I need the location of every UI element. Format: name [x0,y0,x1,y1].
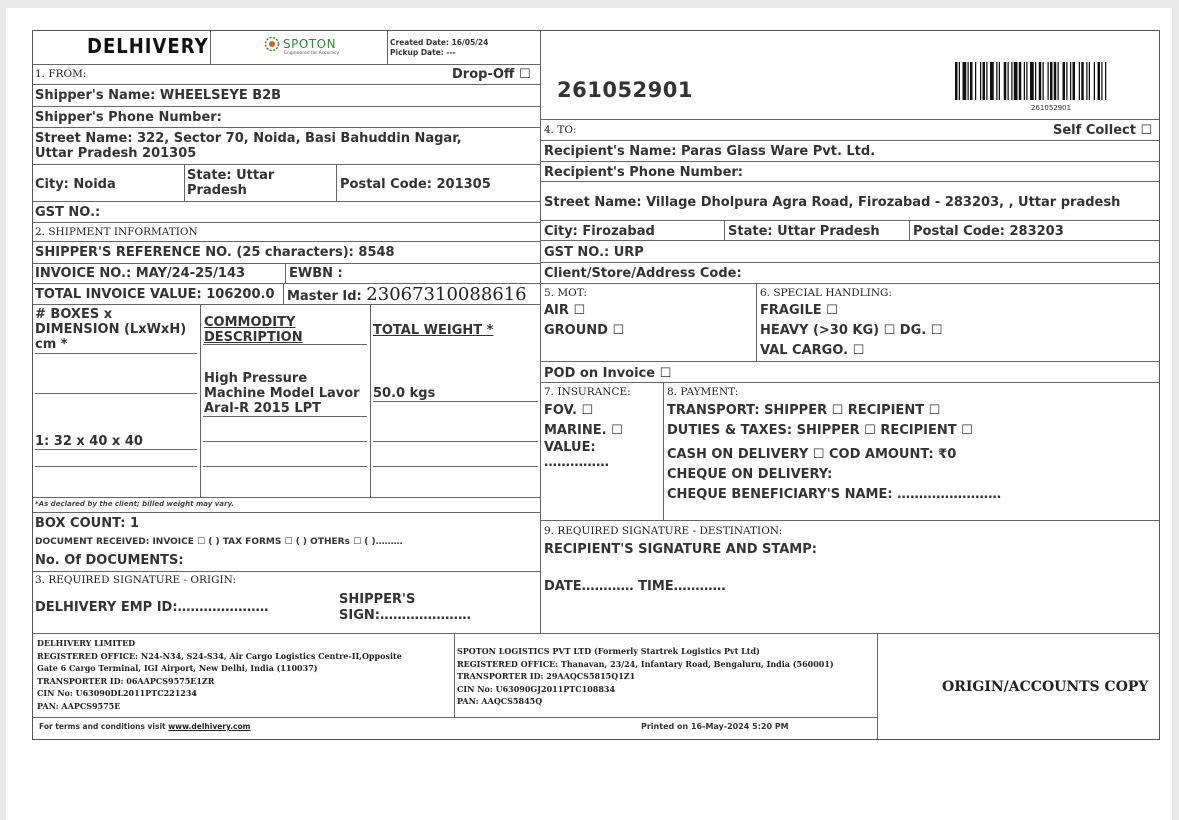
fov-option[interactable] [544,403,593,418]
line [35,449,197,450]
line [33,571,540,572]
shipper-state: State: Uttar Pradesh [187,168,275,198]
barcode-bar [1098,62,1101,100]
box-count: BOX COUNT: 1 [35,516,139,531]
recipient-gst: GST NO.: URP [544,245,644,260]
footer-line: REGISTERED OFFICE: Thanavan, 23/24, Infantary Road, Bengaluru, India (560001) [457,658,834,669]
printed-timestamp: Printed on 16-May-2024 5:20 PM [641,722,789,731]
commodity-description: High Pressure Machine Model Lavor Aral-R 2015 LPT [204,371,360,416]
weight-column-header: TOTAL WEIGHT * [373,323,494,338]
pod-label: POD on Invoice [544,366,656,381]
line [285,263,286,283]
mot-section-title: 5. MOT: [544,287,587,299]
ewbn: EWBN : [289,266,343,281]
barcode-bar [1054,62,1057,100]
line [33,127,540,128]
spoton-logo-icon [264,36,280,56]
payment-duties-taxes[interactable]: DUTIES & TAXES: SHIPPER ☐ RECIPIENT ☐ [667,423,973,438]
delhivery-company-info [37,637,402,712]
fragile-label: FRAGILE [760,303,822,318]
line [540,119,1159,120]
barcode-bar [1094,62,1095,100]
line [540,140,1159,141]
awb-number: 261052901 [557,78,694,102]
heavy-label: HEAVY (>30 KG) [760,323,880,338]
barcode-bar [1073,62,1076,100]
barcode-bar [975,62,976,100]
barcode-bar [1105,62,1106,100]
origin-signature-title: 3. REQUIRED SIGNATURE - ORIGIN: [35,574,236,586]
fragile-option[interactable] [760,303,838,318]
dropoff-label: Drop-Off [452,67,515,82]
master-id [287,284,527,305]
shipper-city: City: Noida [35,177,116,192]
line [877,633,878,739]
total-weight: 50.0 kgs [373,386,436,401]
spoton-company-info [457,645,834,708]
line [373,441,538,442]
line [373,466,538,467]
self-collect-option[interactable] [1053,123,1152,138]
barcode-text: 261052901 [1031,104,1072,112]
barcode-bar [1101,62,1102,100]
barcode-bar [959,62,960,100]
val-cargo-option[interactable] [760,343,864,358]
delhivery-logo: DELHIVERY [87,34,209,59]
line [33,263,540,264]
line [283,283,284,304]
shipper-sign-label: SHIPPER'S [339,592,416,607]
line [33,512,540,513]
footer-line: PAN: AAPCS9575E [37,700,121,711]
line [540,283,1159,284]
barcode-bar [983,62,986,100]
footer-line: DELHIVERY LIMITED [37,638,136,648]
recipient-city: City: Firozabad [544,224,655,239]
barcode-bar [1039,62,1042,100]
footer-line: CIN No: U63090GJ2011PTC108834 [457,683,616,694]
footer-line: Gate 6 Cargo Terminal, IGI Airport, New Delhi, India (110037) [37,663,318,673]
line [540,181,1159,182]
barcode-bar [1026,62,1027,100]
line [35,393,197,394]
master-id-label: Master Id: [287,289,362,304]
barcode-bar [1035,62,1036,100]
recipient-phone: Recipient's Phone Number: [544,165,744,180]
barcode-bar [990,62,994,100]
recipient-name: Recipient's Name: Paras Glass Ware Pvt. Ltd. [544,144,876,159]
spoton-tagline: Engineered for Accuracy [284,51,340,56]
commodity-column-header: COMMODITY DESCRIPTION [204,315,303,345]
line [203,344,367,345]
barcode-bar [970,62,973,100]
dg-label: DG. [899,323,927,338]
line [33,497,540,498]
footer-line: SPOTON LOGISTICS PVT LTD (Formerly Startrek Logistics Pvt Ltd) [457,646,760,656]
shipper-name: Shipper's Name: WHEELSEYE B2B [35,88,282,103]
line [33,106,540,107]
line [200,304,201,497]
barcode-bar [1014,62,1018,100]
self-collect-label: Self Collect [1053,123,1136,138]
payment-section-title: 8. PAYMENT: [667,386,739,398]
to-section-title: 4. TO: [544,124,577,136]
pickup-date: Pickup Date: --- [390,48,456,57]
line [33,164,540,165]
center-divider [540,31,541,633]
footer-line: TRANSPORTER ID: 29AAQCS5815Q1Z1 [457,671,636,681]
barcode-bar [1048,62,1049,100]
fov-checkbox[interactable]: ☐ [581,403,594,418]
declared-note: *As declared by the client; billed weight may vary. [35,500,235,508]
master-id-value: 23067310088616 [366,284,527,305]
line [724,220,725,240]
line [540,220,1159,221]
barcode-bar [1063,62,1066,100]
shipper-reference: SHIPPER'S REFERENCE NO. (25 characters): 8548 [35,245,395,260]
total-invoice-value: TOTAL INVOICE VALUE: 106200.0 [35,287,275,302]
line [373,401,538,402]
box-dimensions: 1: 32 x 40 x 40 [35,434,143,449]
barcode-bar [1050,62,1053,100]
barcode-bar [1086,62,1087,100]
mot-ground-option[interactable] [544,323,624,338]
shipper-phone: Shipper's Phone Number: [35,110,222,125]
barcode-bar [1011,62,1012,100]
client-address-code: Client/Store/Address Code: [544,266,742,281]
mot-ground-label: GROUND [544,323,608,338]
barcode-bar [1030,62,1034,100]
line [184,164,185,201]
terms-link[interactable]: www.delhivery.com [168,722,251,731]
logo-divider-1 [210,31,211,64]
shipper-gst: GST NO.: [35,205,101,220]
line [203,441,367,442]
recipient-postal: Postal Code: 283203 [913,224,1064,239]
recipient-state: State: Uttar Pradesh [728,224,880,239]
barcode [955,62,1152,104]
barcode-bar [999,62,1000,100]
barcode-bar [1070,62,1071,100]
insurance-value-dots: …………… [544,455,609,470]
line [454,633,455,717]
cheque-beneficiary: CHEQUE BENEFICIARY'S NAME: …………………… [667,487,1002,502]
logo-divider-2 [387,31,388,64]
line [540,382,1159,383]
terms-notice [39,722,250,731]
destination-signature-title: 9. REQUIRED SIGNATURE - DESTINATION: [544,525,783,537]
line [33,222,540,223]
barcode-bar [1066,62,1067,100]
footer-line: CIN No: U63090DL2011PTC221234 [37,688,197,698]
barcode-bar [1089,62,1090,100]
barcode-bar [980,62,981,100]
heavy-checkbox[interactable]: ☐ [883,323,896,338]
barcode-bar [1004,62,1007,100]
barcode-bar [963,62,967,100]
pod-checkbox[interactable]: ☐ [659,366,672,381]
created-date: Created Date: 16/05/24 [390,38,489,47]
number-of-documents: No. Of DOCUMENTS: [35,553,184,568]
shipper-sign-line: SIGN:………………… [339,608,471,623]
line [35,353,197,354]
line [540,520,1159,521]
recipient-signature-stamp: RECIPIENT'S SIGNATURE AND STAMP: [544,542,817,557]
recipient-street: Street Name: Village Dholpura Agra Road, Firozabad - 283203, , Uttar pradesh [544,195,1121,210]
invoice-number: INVOICE NO.: MAY/24-25/143 [35,266,246,281]
shipper-postal: Postal Code: 201305 [340,177,491,192]
self-collect-checkbox[interactable]: ☐ [1140,123,1153,138]
shipper-street: Street Name: 322, Sector 70, Noida, Basi Bahuddin Nagar, Uttar Pradesh 201305 [35,131,462,161]
footer-top-line [33,633,1159,634]
fov-label: FOV. [544,403,577,418]
mot-air-label: AIR [544,303,569,318]
line [663,382,664,520]
barcode-bar [968,62,969,100]
line [33,717,877,718]
payment-transport[interactable]: TRANSPORT: SHIPPER ☐ RECIPIENT ☐ [667,403,941,418]
spoton-logo: SPOTON [283,37,337,51]
dg-checkbox[interactable]: ☐ [930,323,943,338]
barcode-bar [986,62,987,100]
line [33,241,540,242]
line [336,164,337,201]
boxes-column-header: # BOXES x DIMENSION (LxWxH) cm * [35,307,187,352]
insurance-value: VALUE: [544,440,596,455]
date-time: DATE………… TIME………… [544,579,726,594]
terms-prefix: For terms and conditions visit [39,722,166,731]
pod-on-invoice-option[interactable] [544,366,671,381]
dropoff-option[interactable] [452,67,531,82]
barcode-bar [1024,62,1025,100]
line [540,361,1159,362]
fragile-checkbox[interactable]: ☐ [826,303,838,318]
shipping-label [32,30,1160,740]
cheque-on-delivery: CHEQUE ON DELIVERY: [667,467,833,482]
insurance-section-title: 7. INSURANCE: [544,386,631,398]
line [909,220,910,240]
mot-ground-checkbox[interactable]: ☐ [612,323,625,338]
barcode-bar [996,62,997,100]
line [203,416,367,417]
heavy-dg-options[interactable] [760,323,942,338]
payment-cod[interactable]: CASH ON DELIVERY ☐ COD AMOUNT: ₹0 [667,447,957,462]
line [540,262,1159,263]
barcode-bar [1079,62,1080,100]
barcode-bar [1058,62,1059,100]
line [756,283,757,361]
shipment-section-title: 2. SHIPMENT INFORMATION [35,226,198,238]
barcode-bar [1019,62,1022,100]
special-handling-title: 6. SPECIAL HANDLING: [760,287,892,299]
line [370,304,371,497]
marine-option[interactable] [544,423,623,438]
barcode-bar [1008,62,1009,100]
mot-air-option[interactable] [544,303,585,318]
footer-line: PAN: AAQCS5845Q [457,696,543,706]
copy-label: ORIGIN/ACCOUNTS COPY [942,679,1149,695]
line [33,304,540,305]
line [33,64,540,65]
page [6,8,1172,820]
val-cargo-label: VAL CARGO. [760,343,849,358]
line [35,466,197,467]
line [33,84,540,85]
val-cargo-checkbox[interactable]: ☐ [852,343,865,358]
marine-label: MARINE. [544,423,607,438]
line [540,240,1159,241]
barcode-bar [1043,62,1044,100]
marine-checkbox[interactable]: ☐ [611,423,623,438]
dropoff-checkbox[interactable]: ☐ [518,67,531,82]
barcode-bar [955,62,958,100]
line [540,161,1159,162]
line [33,201,540,202]
delhivery-emp-id: DELHIVERY EMP ID:………………… [35,600,269,615]
documents-received: DOCUMENT RECEIVED: INVOICE ☐ ( ) TAX FORMS ☐ ( ) OTHERs ☐ ( )……… [35,537,403,547]
barcode-bar [1081,62,1084,100]
line [203,466,367,467]
footer-line: TRANSPORTER ID: 06AAPCS9575E1ZR [37,675,215,686]
mot-air-checkbox[interactable]: ☐ [573,303,586,318]
footer-line: REGISTERED OFFICE: N24-N34, S24-S34, Air Cargo Logistics Centre-II,Opposite [37,650,402,661]
from-section-title: 1. FROM: [35,68,87,80]
